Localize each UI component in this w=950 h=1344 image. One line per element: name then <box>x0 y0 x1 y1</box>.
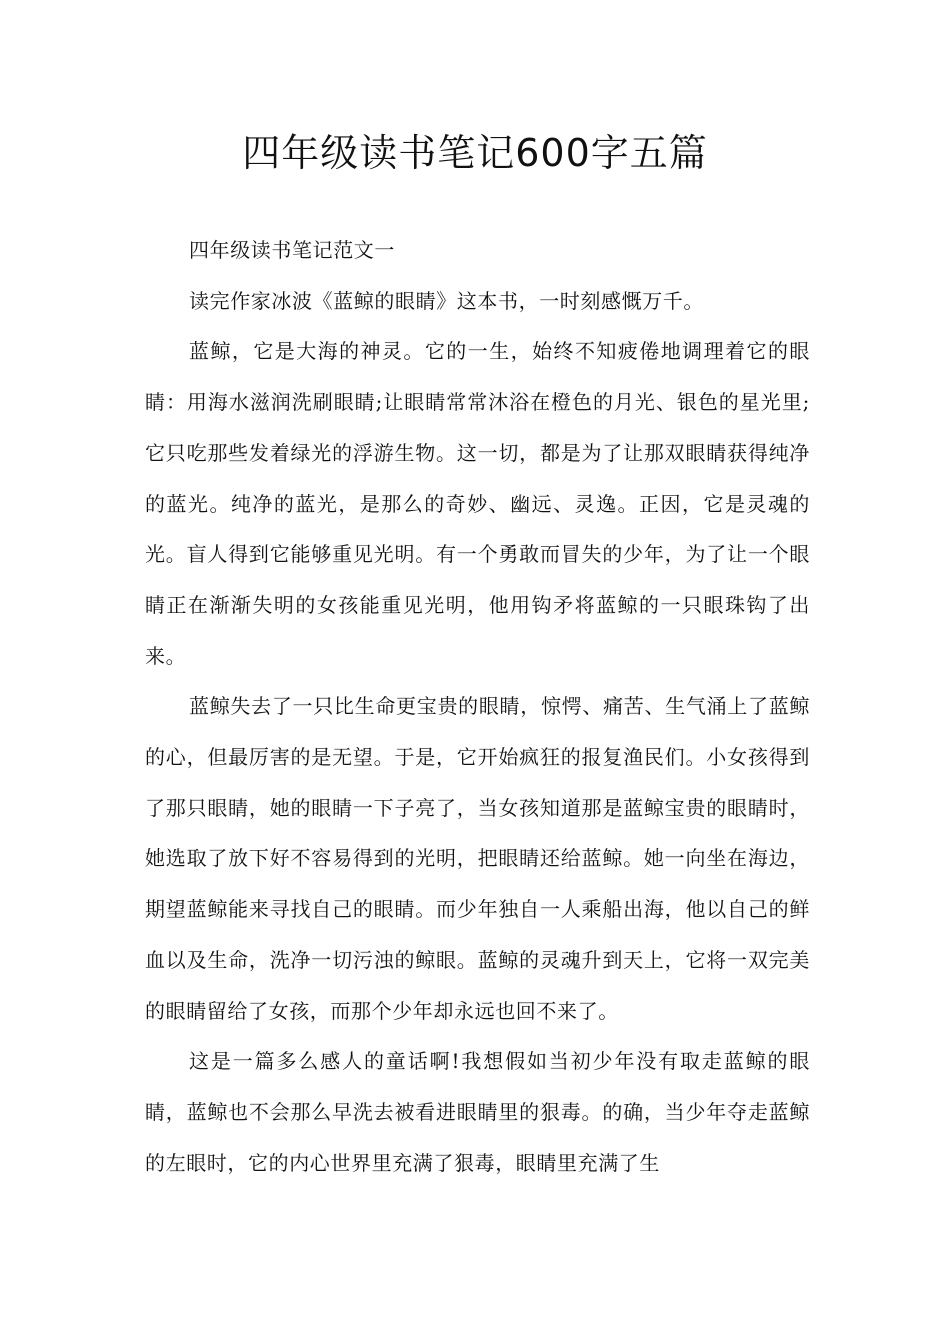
paragraph-intro: 读完作家冰波《蓝鲸的眼睛》这本书，一时刻感慨万千。 <box>189 288 704 313</box>
paragraph-reflection: 这是一篇多么感人的童话啊!我想假如当初少年没有取走蓝鲸的眼睛，蓝鲸也不会那么早洗去被看进眼睛里的狠毒。的确，当少年夺走蓝鲸的左眼时，它的内心世界里充满了狠毒，眼睛里充满了生 <box>145 1049 810 1175</box>
paragraph-blue-whale: 蓝鲸，它是大海的神灵。它的一生，始终不知疲倦地调理着它的眼睛：用海水滋润洗刷眼睛;让眼睛常常沐浴在橙色的月光、银色的星光里;它只吃那些发着绿光的浮游生物。这一切，都是为了让那双眼睛获得纯净的蓝光。纯净的蓝光，是那么的奇妙、幽远、灵逸。正因，它是灵魂的光。盲人得到它能够重见光明。有一个勇敢而冒失的少年，为了让一个眼睛正在渐渐失明的女孩能重见光明，他用钩矛将蓝鲸的一只眼珠钩了出来。 <box>145 339 810 668</box>
section-heading: 四年级读书笔记范文一 <box>189 238 395 262</box>
document-body <box>145 225 810 1188</box>
document-title: 四年级读书笔记600字五篇 <box>242 131 708 175</box>
paragraph-lost-eye: 蓝鲸失去了一只比生命更宝贵的眼睛，惊愕、痛苦、生气涌上了蓝鲸的心，但最厉害的是无望。于是，它开始疯狂的报复渔民们。小女孩得到了那只眼睛，她的眼睛一下子亮了，当女孩知道那是蓝鲸宝贵的眼睛时，她选取了放下好不容易得到的光明，把眼睛还给蓝鲸。她一向坐在海边，期望蓝鲸能来寻找自己的眼睛。而少年独自一人乘船出海，他以自己的鲜血以及生命，洗净一切污浊的鲸眼。蓝鲸的灵魂升到天上，它将一双完美的眼睛留给了女孩，而那个少年却永远也回不来了。 <box>145 694 810 1023</box>
